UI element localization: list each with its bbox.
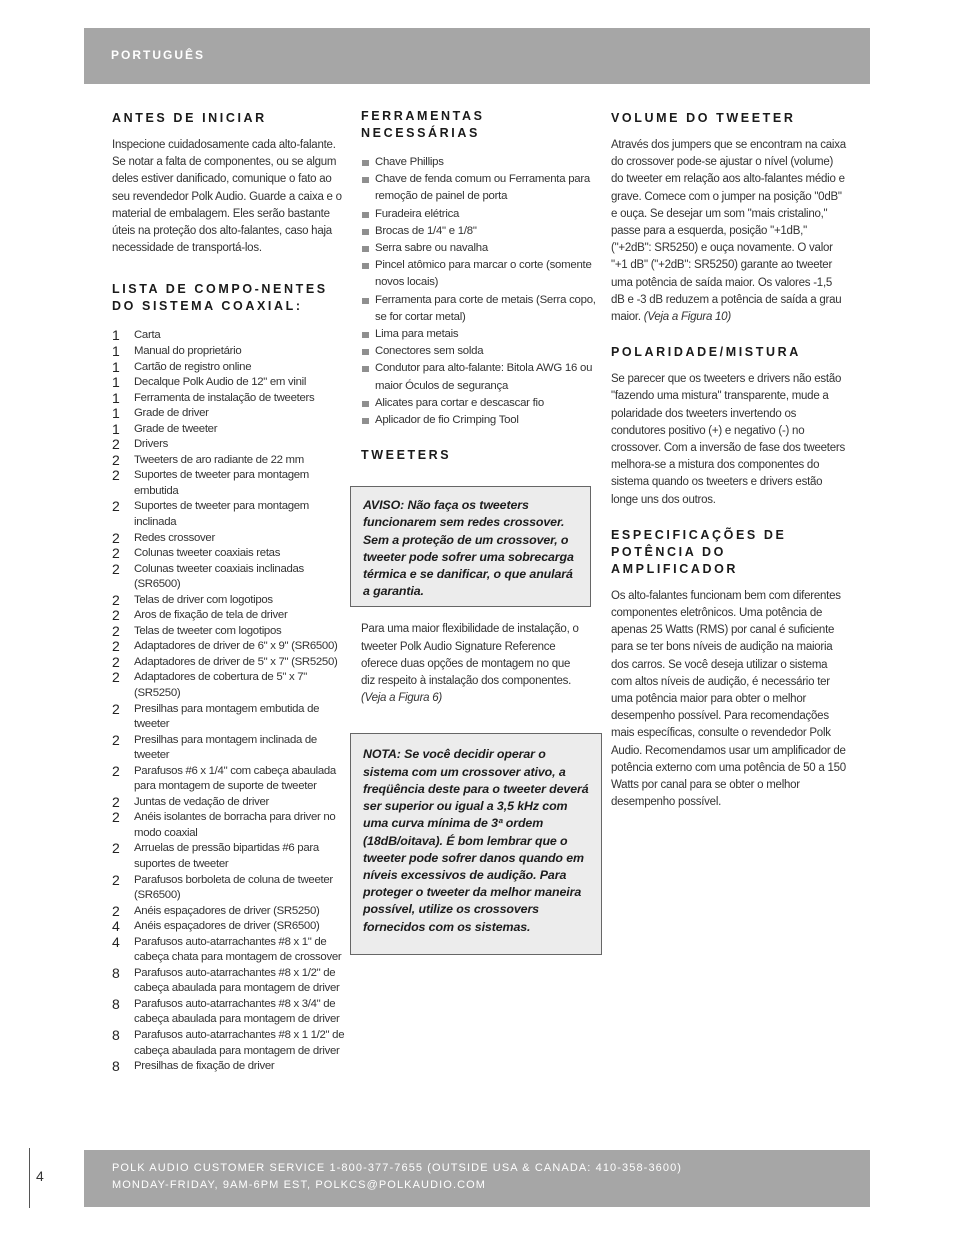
part-quantity: 2	[112, 529, 120, 546]
part-quantity: 8	[112, 995, 120, 1012]
part-quantity: 1	[112, 342, 120, 359]
polaridade-text: Se parecer que os tweeters e drivers não estão "fazendo uma mistura" transparente, mude a polaridade dos tweeters invertendo os condutores positivo (+) e negativo (-) no crossover. Com a inversão de fase dos tweeters melhora-se a mistura dos componentes do sistema quando os tweeters e drivers estão longe uns dos outros.	[611, 373, 845, 506]
parts-list-item	[112, 1059, 348, 1075]
part-description: Arruelas de pressão bipartidas #6 para suportes de tweeter	[134, 842, 319, 871]
square-bullet-icon	[362, 160, 369, 166]
square-bullet-icon	[362, 263, 369, 269]
parts-list-item	[112, 344, 348, 360]
parts-list-item	[112, 468, 348, 499]
tools-list-item	[361, 395, 601, 412]
parts-list-item	[112, 670, 348, 701]
part-quantity: 2	[112, 700, 120, 717]
part-description: Parafusos borboleta de coluna de tweeter (SR6500)	[134, 873, 333, 902]
parts-list	[112, 328, 348, 1074]
tools-list-item	[361, 171, 601, 205]
part-description: Juntas de vedação de driver	[134, 795, 270, 808]
tweeters-body: Para uma maior flexibilidade de instalação, o tweeter Polk Audio Signature Reference oferece duas opções de montagem no que diz respeito à instalação dos componentes.	[361, 623, 579, 688]
part-description: Cartão de registro online	[134, 360, 252, 373]
tool-name: Chave Phillips	[375, 156, 444, 168]
parts-list-item	[112, 328, 348, 344]
parts-list-item	[112, 702, 348, 733]
tool-name: Ferramenta para corte de metais (Serra copo, se for cortar metal)	[375, 293, 596, 323]
part-quantity: 2	[112, 902, 120, 919]
part-quantity: 2	[112, 467, 120, 484]
lista-heading: LISTA DE COMPO-NENTES DO SISTEMA COAXIAL:	[112, 282, 328, 314]
part-quantity: 8	[112, 1058, 120, 1075]
parts-list-item	[112, 422, 348, 438]
part-description: Telas de tweeter com logotipos	[134, 624, 282, 637]
tool-name: Aplicador de fio Crimping Tool	[375, 414, 519, 427]
tool-name: Chave de fenda comum ou Ferramenta para remoção de painel de porta	[375, 173, 591, 203]
parts-list-item	[112, 810, 348, 841]
part-description: Adaptadores de driver de 5" x 7" (SR5250)	[134, 655, 338, 668]
tools-list-item	[361, 206, 601, 223]
part-description: Presilhas para montagem inclinada de tweeter	[134, 733, 317, 762]
aviso-box	[350, 486, 591, 607]
part-quantity: 2	[112, 560, 120, 577]
footer-service-line: POLK AUDIO CUSTOMER SERVICE 1-800-377-7655 (OUTSIDE USA & CANADA: 410-358-3600)	[112, 1162, 683, 1174]
square-bullet-icon	[362, 298, 369, 304]
parts-list-item	[112, 639, 348, 655]
part-quantity: 2	[112, 731, 120, 748]
column-middle	[361, 108, 601, 955]
parts-list-item	[112, 795, 348, 811]
part-description: Suportes de tweeter para montagem embutida	[134, 469, 309, 497]
part-quantity: 1	[112, 405, 120, 422]
square-bullet-icon	[362, 332, 369, 338]
parts-list-item	[112, 919, 348, 935]
parts-list-item	[112, 360, 348, 376]
part-quantity: 2	[112, 809, 120, 826]
parts-list-item	[112, 437, 348, 453]
part-description: Anéis espaçadores de driver (SR6500)	[134, 920, 320, 933]
part-quantity: 1	[112, 374, 120, 391]
part-quantity: 2	[112, 653, 120, 670]
part-description: Drivers	[134, 438, 168, 451]
part-quantity: 1	[112, 420, 120, 437]
part-quantity: 1	[112, 358, 120, 375]
tools-list-item	[361, 257, 601, 291]
part-quantity: 2	[112, 591, 120, 608]
especificacoes-text: Os alto-falantes funcionam bem com diferentes componentes eletrônicos. Uma potência de apenas 25 Watts (RMS) por canal é suficiente para se ter bons níveis de audição na maioria dos carros. Se você deseja utilizar o sistema com altos níveis de audição, é necessário ter uma potência maior para obter o melhor desempenho possível. Para recomendações mais específicas, consulte o revendedor Polk Audio. Recomendamos usar um amplificador de potência externo com uma potência de 50 a 150 Watts por canal para se obter o melhor desempenho possível.	[611, 589, 846, 809]
part-description: Decalque Polk Audio de 12" em vinil	[134, 376, 307, 389]
part-description: Presilhas para montagem embutida de tweeter	[134, 702, 320, 731]
part-quantity: 2	[112, 545, 120, 562]
part-description: Tweeters de aro radiante de 22 mm	[134, 453, 304, 466]
square-bullet-icon	[362, 177, 369, 183]
square-bullet-icon	[362, 246, 369, 252]
parts-list-item	[112, 375, 348, 391]
part-description: Parafusos auto-atarrachantes #8 x 1" de cabeça chata para montagem de crossover	[134, 935, 342, 964]
part-quantity: 8	[112, 1027, 120, 1044]
part-description: Adaptadores de driver de 6" x 9" (SR6500)	[134, 640, 338, 653]
polaridade-heading: POLARIDADE/MISTURA	[611, 345, 801, 360]
tool-name: Alicates para cortar e descascar fio	[375, 396, 544, 409]
part-quantity: 2	[112, 622, 120, 639]
part-description: Colunas tweeter coaxiais inclinadas (SR6500)	[134, 562, 304, 591]
part-quantity: 2	[112, 871, 120, 888]
tools-list-item	[361, 343, 601, 360]
part-description: Ferramenta de instalação de tweeters	[134, 391, 315, 404]
parts-list-item	[112, 406, 348, 422]
antes-heading: ANTES DE INICIAR	[112, 111, 267, 125]
parts-list-item	[112, 733, 348, 764]
volume-heading: VOLUME DO TWEETER	[611, 111, 796, 125]
parts-list-item	[112, 546, 348, 562]
square-bullet-icon	[362, 366, 369, 372]
square-bullet-icon	[362, 349, 369, 355]
part-quantity: 1	[112, 327, 120, 344]
part-quantity: 2	[112, 840, 120, 857]
figure-6-ref: (Veja a Figura 6)	[361, 692, 442, 705]
nota-text: NOTA: Se você decidir operar o sistema com um crossover ativo, a freqüência deste para o tweeter deverá ser superior ou igual a 3,5 kHz com uma curva mínima de 3ª ordem (18dB/oitava). É bom lembrar que o tweeter pode sofrer danos quando em níveis excessivos de audição. Para proteger o tweeter da melhor maneira possível, utilize os crossovers fornecidos com os sistemas.	[363, 747, 589, 934]
square-bullet-icon	[362, 212, 369, 218]
column-left	[112, 108, 348, 1075]
parts-list-item	[112, 499, 348, 530]
aviso-text: AVISO: Não faça os tweeters funcionarem sem redes crossover. Sem a proteção de um crossover, o tweeter pode sofrer uma sobrecarga térmica e se danificar, o que anulará a garantia.	[363, 498, 574, 599]
part-quantity: 2	[112, 498, 120, 515]
square-bullet-icon	[362, 229, 369, 235]
language-label: PORTUGUÊS	[111, 48, 206, 62]
tools-list-item	[361, 223, 601, 240]
part-quantity: 4	[112, 918, 120, 935]
part-description: Adaptadores de cobertura de 5" x 7" (SR5250)	[134, 671, 307, 699]
part-description: Telas de driver com logotipos	[134, 593, 273, 606]
tool-name: Pincel atômico para marcar o corte (somente novos locais)	[375, 259, 592, 289]
part-description: Parafusos auto-atarrachantes #8 x 3/4" de cabeça abaulada para montagem de driver	[134, 997, 340, 1026]
part-quantity: 4	[112, 933, 120, 950]
square-bullet-icon	[362, 401, 369, 407]
parts-list-item	[112, 904, 348, 920]
tool-name: Lima para metais	[375, 328, 459, 341]
part-quantity: 2	[112, 638, 120, 655]
part-quantity: 2	[112, 607, 120, 624]
antes-text: Inspecione cuidadosamente cada alto-falante. Se notar a falta de componentes, ou se algum deles estiver danificado, comunique o fato ao seu revendedor Polk Audio. Guarde a caixa e o material de embalagem. Eles serão bastante úteis na proteção dos alto-falantes, caso haja necessidade de transportá-los.	[112, 139, 342, 255]
square-bullet-icon	[362, 418, 369, 424]
part-description: Grade de tweeter	[134, 422, 218, 435]
part-description: Parafusos #6 x 1/4" com cabeça abaulada para montagem de suporte de tweeter	[134, 764, 336, 793]
page-rule	[29, 1148, 30, 1208]
part-quantity: 2	[112, 436, 120, 453]
column-right	[611, 108, 847, 812]
parts-list-item	[112, 655, 348, 671]
tool-name: Condutor para alto-falante: Bitola AWG 16 ou maior Óculos de segurança	[375, 362, 593, 392]
part-description: Carta	[134, 329, 161, 342]
parts-list-item	[112, 608, 348, 624]
tweeters-heading: TWEETERS	[361, 448, 452, 463]
part-quantity: 2	[112, 793, 120, 810]
tool-name: Furadeira elétrica	[375, 207, 460, 220]
part-description: Parafusos auto-atarrachantes #8 x 1 1/2" de cabeça abaulada para montagem de driver	[134, 1029, 345, 1057]
part-quantity: 1	[112, 389, 120, 406]
header-bar	[84, 28, 870, 84]
parts-list-item	[112, 935, 348, 966]
part-description: Anéis espaçadores de driver (SR5250)	[134, 904, 320, 917]
footer-hours-line: MONDAY-FRIDAY, 9AM-6PM EST, POLKCS@POLKAUDIO.COM	[112, 1179, 487, 1191]
tools-list-item	[361, 154, 601, 171]
tweeters-text	[361, 621, 579, 707]
page-number: 4	[36, 1168, 44, 1184]
tools-list-item	[361, 412, 601, 429]
part-description: Manual do proprietário	[134, 344, 242, 357]
tools-list-item	[361, 240, 601, 257]
part-description: Redes crossover	[134, 531, 215, 544]
tool-name: Conectores sem solda	[375, 345, 484, 358]
nota-box	[350, 733, 602, 954]
tools-list-item	[361, 360, 601, 394]
parts-list-item	[112, 531, 348, 547]
tools-list-item	[361, 326, 601, 343]
volume-body: Através dos jumpers que se encontram na caixa do crossover pode-se ajustar o nível (volume) do tweeter em relação aos alto-falantes médio e grave. Comece com o jumper na posição "0dB" e ouça. Se desejar um som "mais cristalino," passe para a esquerda, posição "+1dB," ("+2dB": SR5250) e ouça novamente. O valor "+1 dB" ("+2dB": SR5250) garante ao tweeter uma potência de saída maior. Os valores -1,5 dB e -3 dB reduzem a potência de saída a grau maior.	[611, 139, 846, 324]
part-quantity: 2	[112, 762, 120, 779]
footer-bar	[84, 1150, 870, 1207]
part-description: Grade de driver	[134, 407, 209, 420]
ferramentas-heading: FERRAMENTAS NECESSÁRIAS	[361, 109, 485, 140]
parts-list-item	[112, 593, 348, 609]
parts-list-item	[112, 997, 348, 1028]
figure-10-ref: (Veja a Figura 10)	[643, 311, 731, 324]
tool-name: Serra sabre ou navalha	[375, 242, 488, 255]
parts-list-item	[112, 764, 348, 795]
part-quantity: 2	[112, 669, 120, 686]
part-description: Suportes de tweeter para montagem inclinada	[134, 500, 309, 528]
tools-list	[361, 154, 601, 429]
part-description: Parafusos auto-atarrachantes #8 x 1/2" de cabeça abaulada para montagem de driver	[134, 966, 340, 995]
tools-list-item	[361, 292, 601, 326]
part-quantity: 8	[112, 964, 120, 981]
part-description: Aros de fixação de tela de driver	[134, 609, 288, 622]
parts-list-item	[112, 841, 348, 872]
parts-list-item	[112, 562, 348, 593]
parts-list-item	[112, 1028, 348, 1059]
part-quantity: 2	[112, 451, 120, 468]
part-description: Anéis isolantes de borracha para driver no modo coaxial	[134, 811, 336, 839]
part-description: Presilhas de fixação de driver	[134, 1060, 275, 1073]
parts-list-item	[112, 873, 348, 904]
tool-name: Brocas de 1/4" e 1/8"	[375, 224, 477, 237]
parts-list-item	[112, 966, 348, 997]
volume-text	[611, 137, 847, 326]
parts-list-item	[112, 391, 348, 407]
especificacoes-heading: ESPECIFICAÇÕES DE POTÊNCIA DO AMPLIFICADOR	[611, 527, 787, 576]
part-description: Colunas tweeter coaxiais retas	[134, 547, 281, 560]
parts-list-item	[112, 453, 348, 469]
parts-list-item	[112, 624, 348, 640]
